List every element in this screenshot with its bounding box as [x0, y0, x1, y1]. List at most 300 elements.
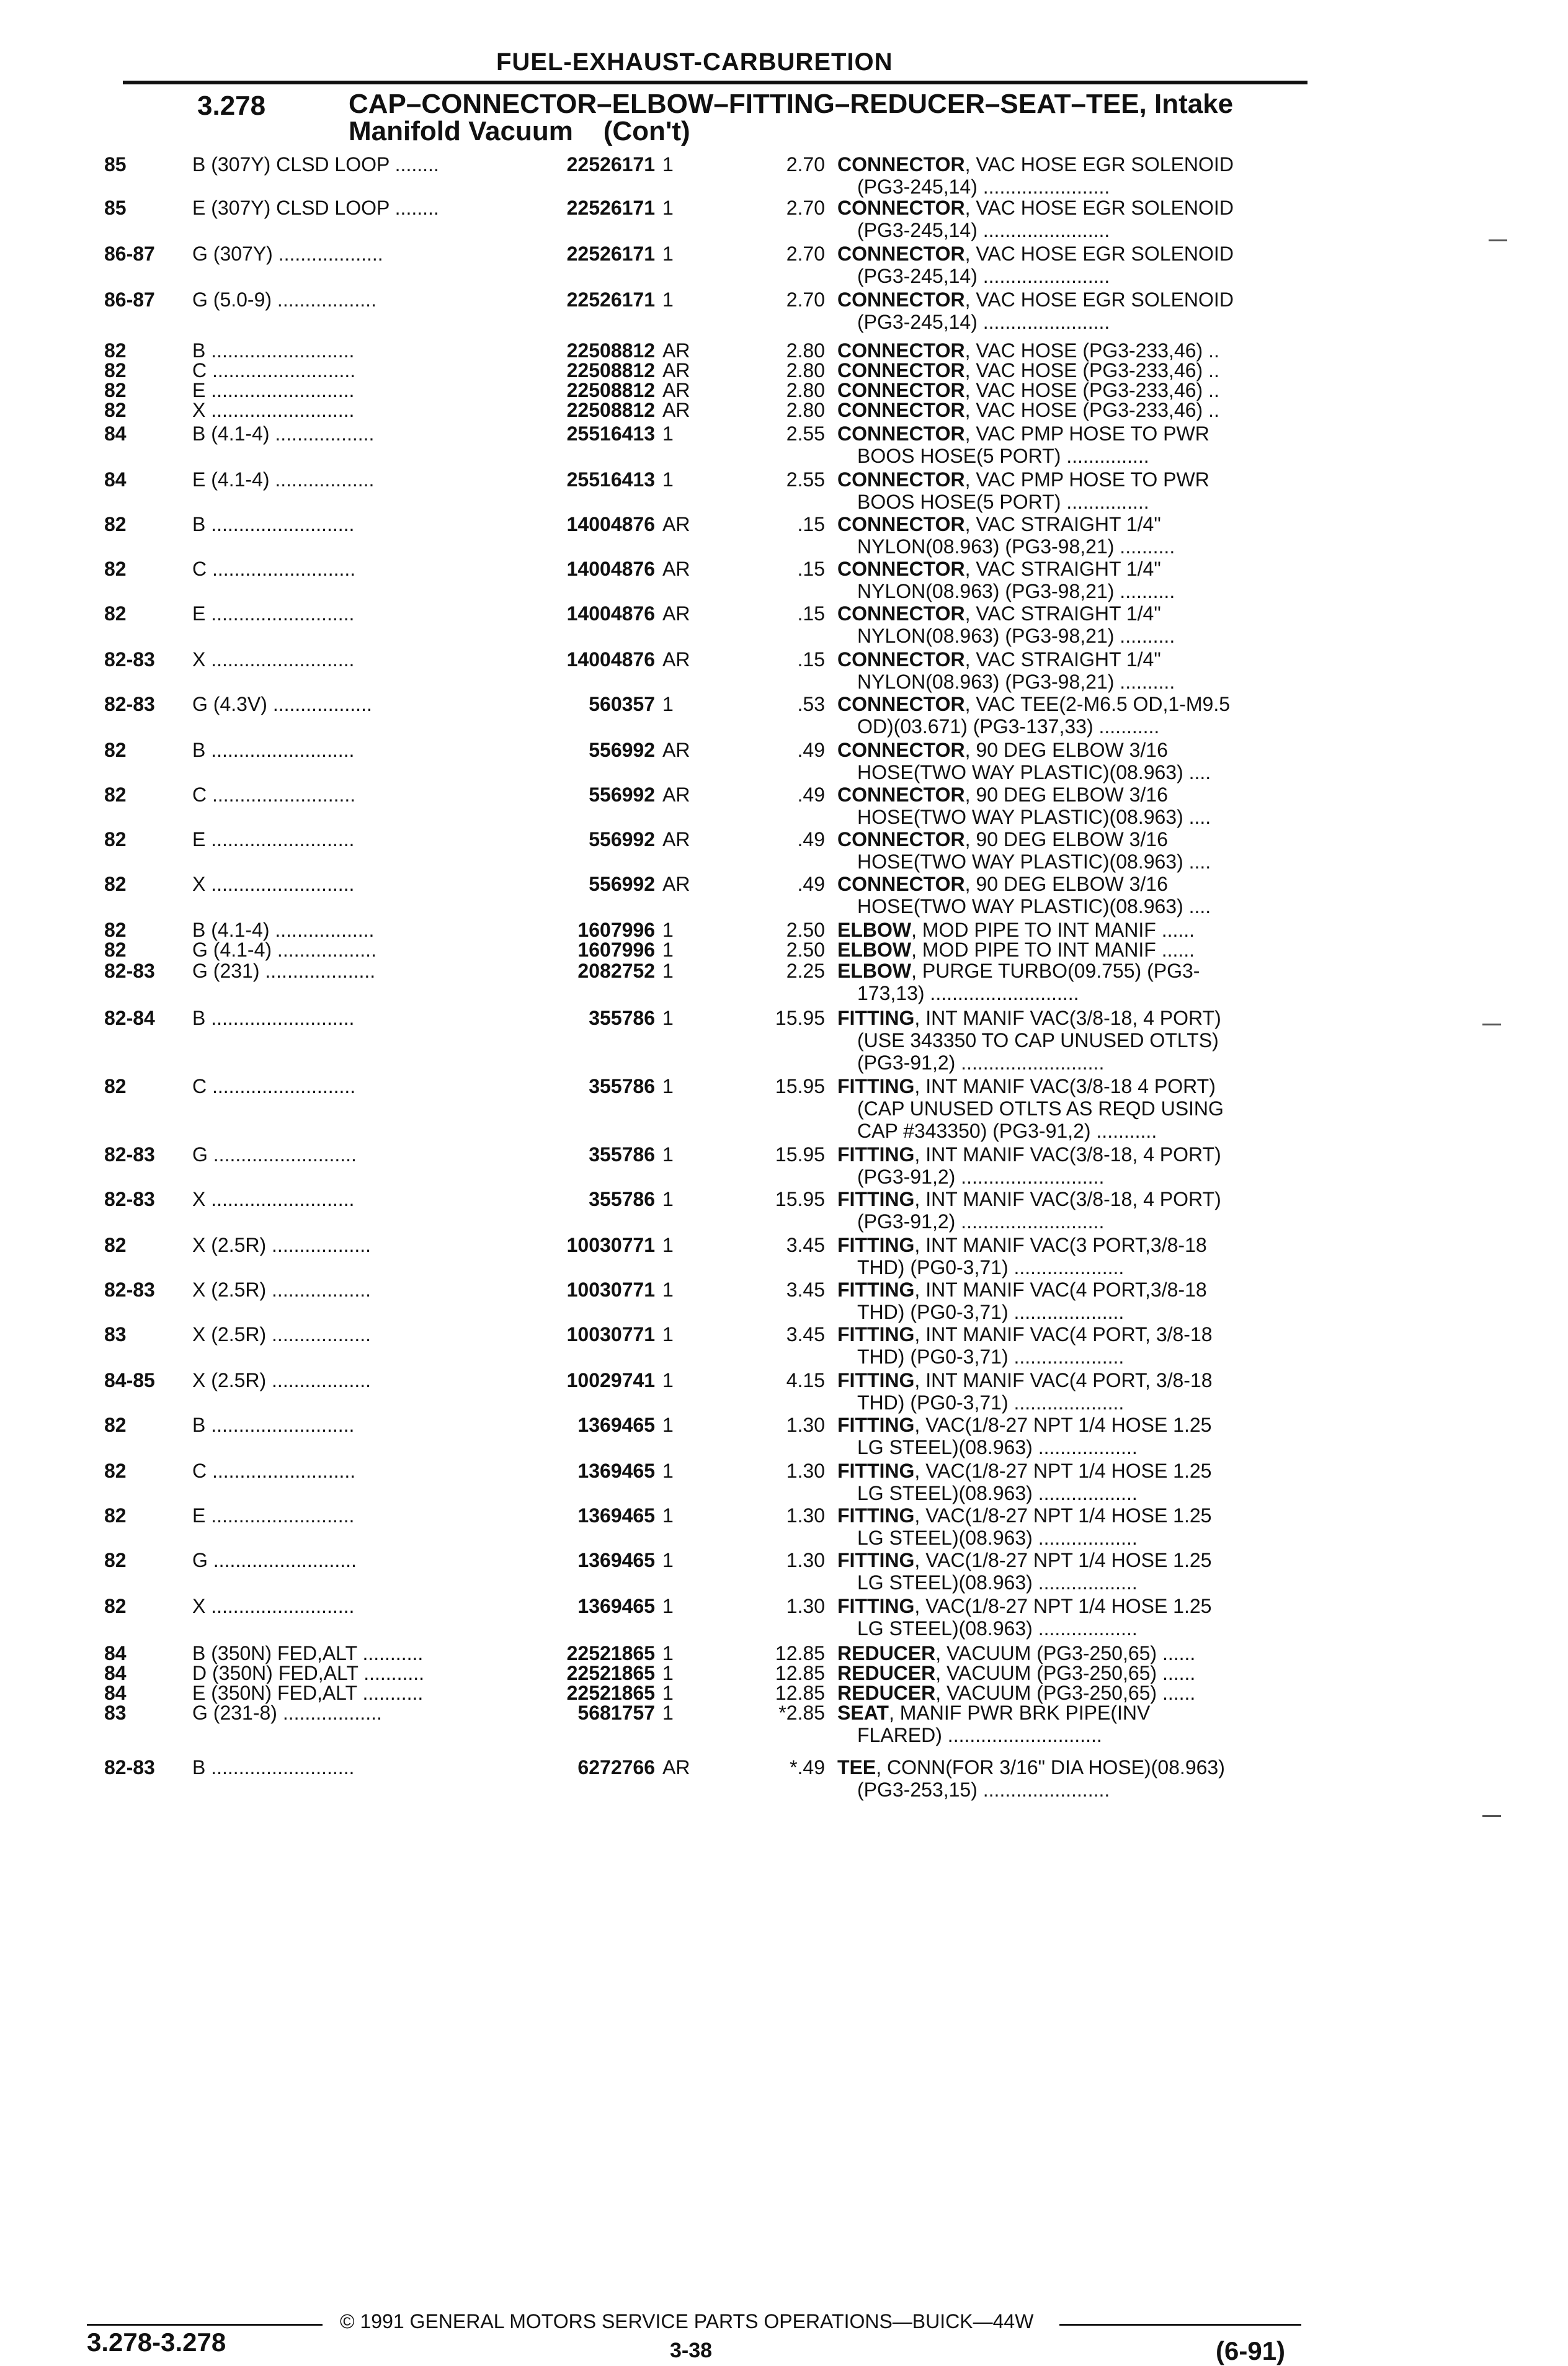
- description-text: , PURGE TURBO(09.755) (PG3-: [911, 960, 1200, 982]
- year-cell: 82-84: [104, 1007, 155, 1029]
- quantity-cell: 1: [662, 243, 674, 265]
- model-cell: X (2.5R) ..................: [192, 1369, 372, 1391]
- price-cell: 15.95: [775, 1075, 825, 1097]
- model-cell: E ..........................: [192, 828, 355, 850]
- quantity-cell: 1: [662, 1414, 674, 1436]
- part-number-cell: 22508812: [566, 379, 655, 401]
- description-text: , INT MANIF VAC(4 PORT, 3/8-18: [914, 1323, 1213, 1346]
- quantity-cell: 1: [662, 153, 674, 176]
- description-continuation: LG STEEL)(08.963) ..................: [857, 1617, 1138, 1640]
- quantity-cell: 1: [662, 919, 674, 941]
- description-cell: [837, 1006, 1221, 1030]
- year-cell: 82: [104, 359, 127, 382]
- description-keyword: REDUCER: [837, 1662, 936, 1684]
- quantity-cell: 1: [662, 1007, 674, 1029]
- description-cell: [837, 648, 1161, 671]
- description-continuation: THD) (PG0-3,71) ....................: [857, 1391, 1125, 1414]
- model-cell: E (4.1-4) ..................: [192, 468, 375, 491]
- year-cell: 82: [104, 739, 127, 761]
- model-cell: E ..........................: [192, 379, 355, 401]
- description-continuation: 173,13) ...........................: [857, 982, 1079, 1004]
- part-number-cell: 14004876: [566, 648, 655, 671]
- description-keyword: CONNECTOR: [837, 197, 965, 219]
- year-cell: 82: [104, 1414, 127, 1436]
- description-cell: [837, 422, 1209, 445]
- model-cell: X ..........................: [192, 1188, 355, 1210]
- description-continuation: BOOS HOSE(5 PORT) ...............: [857, 445, 1149, 467]
- description-keyword: ELBOW: [837, 939, 912, 961]
- quantity-cell: 1: [662, 1143, 674, 1166]
- description-cell: [837, 153, 1234, 176]
- description-keyword: FITTING: [837, 1279, 915, 1301]
- description-cell: [837, 1074, 1216, 1098]
- description-text: , VAC(1/8-27 NPT 1/4 HOSE 1.25: [914, 1595, 1212, 1617]
- description-cell: [837, 1368, 1213, 1392]
- description-text: , MOD PIPE TO INT MANIF ......: [911, 939, 1195, 961]
- year-cell: 84: [104, 1642, 127, 1664]
- year-cell: 82: [104, 1460, 127, 1482]
- price-cell: 15.95: [775, 1007, 825, 1029]
- quantity-cell: 1: [662, 1460, 674, 1482]
- description-continuation: LG STEEL)(08.963) ..................: [857, 1527, 1138, 1549]
- footer-rule-right: [1059, 2324, 1301, 2326]
- price-cell: 2.70: [786, 288, 825, 311]
- description-continuation: (PG3-91,2) ..........................: [857, 1166, 1105, 1188]
- model-cell: B ..........................: [192, 1414, 355, 1436]
- quantity-cell: 1: [662, 1323, 674, 1346]
- part-number-cell: 22508812: [566, 399, 655, 421]
- section-number: 3.278: [197, 91, 266, 121]
- part-number-cell: 22508812: [566, 339, 655, 362]
- description-text: , MOD PIPE TO INT MANIF ......: [911, 919, 1195, 941]
- price-cell: 2.70: [786, 197, 825, 219]
- description-keyword: FITTING: [837, 1007, 915, 1029]
- description-continuation: OD)(03.671) (PG3-137,33) ...........: [857, 715, 1160, 738]
- description-keyword: FITTING: [837, 1414, 915, 1436]
- year-cell: 82: [104, 399, 127, 421]
- description-cell: [837, 398, 1219, 422]
- description-cell: [837, 692, 1230, 716]
- quantity-cell: 1: [662, 1662, 674, 1684]
- description-text: , VAC HOSE (PG3-233,46) ..: [964, 379, 1219, 401]
- price-cell: 2.80: [786, 339, 825, 362]
- part-number-cell: 2082752: [577, 960, 655, 982]
- description-continuation: HOSE(TWO WAY PLASTIC)(08.963) ....: [857, 806, 1211, 828]
- quantity-cell: 1: [662, 288, 674, 311]
- description-keyword: FITTING: [837, 1504, 915, 1527]
- year-cell: 84: [104, 1682, 127, 1704]
- model-cell: G (4.3V) ..................: [192, 693, 372, 715]
- model-cell: E ..........................: [192, 602, 355, 625]
- description-continuation: THD) (PG0-3,71) ....................: [857, 1301, 1125, 1323]
- price-cell: .49: [797, 828, 825, 850]
- description-continuation: NYLON(08.963) (PG3-98,21) ..........: [857, 625, 1175, 647]
- year-cell: 86-87: [104, 288, 155, 311]
- description-text: , INT MANIF VAC(3/8-18, 4 PORT): [914, 1007, 1221, 1029]
- year-cell: 82: [104, 828, 127, 850]
- part-number-cell: 22526171: [566, 153, 655, 176]
- description-continuation: (PG3-245,14) .......................: [857, 176, 1110, 198]
- description-keyword: CONNECTOR: [837, 873, 965, 895]
- quantity-cell: 1: [662, 1369, 674, 1391]
- year-cell: 82: [104, 1504, 127, 1527]
- part-number-cell: 22526171: [566, 288, 655, 311]
- quantity-cell: AR: [662, 828, 690, 850]
- part-number-cell: 1369465: [577, 1549, 655, 1571]
- description-cell: [837, 828, 1168, 851]
- year-cell: 82: [104, 1075, 127, 1097]
- quantity-cell: AR: [662, 783, 690, 806]
- part-number-cell: 14004876: [566, 558, 655, 580]
- quantity-cell: 1: [662, 939, 674, 961]
- part-number-cell: 22521865: [566, 1662, 655, 1684]
- model-cell: X ..........................: [192, 399, 355, 421]
- model-cell: D (350N) FED,ALT ...........: [192, 1662, 425, 1684]
- model-cell: G (231-8) ..................: [192, 1702, 382, 1724]
- quantity-cell: 1: [662, 468, 674, 491]
- description-cell: [837, 1504, 1211, 1527]
- model-cell: C ..........................: [192, 359, 356, 382]
- year-cell: 82: [104, 602, 127, 625]
- quantity-cell: AR: [662, 648, 690, 671]
- part-number-cell: 10030771: [566, 1234, 655, 1256]
- quantity-cell: AR: [662, 399, 690, 421]
- part-number-cell: 22521865: [566, 1642, 655, 1664]
- part-number-cell: 22526171: [566, 243, 655, 265]
- description-text: , VAC STRAIGHT 1/4": [964, 513, 1161, 535]
- description-text: , INT MANIF VAC(4 PORT,3/8-18: [914, 1279, 1207, 1301]
- description-continuation: (PG3-91,2) ..........................: [857, 1210, 1105, 1233]
- model-cell: G ..........................: [192, 1549, 357, 1571]
- description-keyword: FITTING: [837, 1323, 915, 1346]
- description-continuation: NYLON(08.963) (PG3-98,21) ..........: [857, 671, 1175, 693]
- quantity-cell: 1: [662, 1075, 674, 1097]
- description-keyword: CONNECTOR: [837, 359, 965, 382]
- description-text: , VAC STRAIGHT 1/4": [964, 558, 1161, 580]
- part-number-cell: 14004876: [566, 513, 655, 535]
- description-continuation: NYLON(08.963) (PG3-98,21) ..........: [857, 580, 1175, 602]
- description-keyword: SEAT: [837, 1702, 889, 1724]
- description-text: , INT MANIF VAC(3/8-18 4 PORT): [914, 1075, 1216, 1097]
- price-cell: .15: [797, 513, 825, 535]
- price-cell: 15.95: [775, 1143, 825, 1166]
- price-cell: 3.45: [786, 1234, 825, 1256]
- description-text: , 90 DEG ELBOW 3/16: [964, 739, 1168, 761]
- year-cell: 82: [104, 513, 127, 535]
- price-cell: *2.85: [778, 1702, 825, 1724]
- description-cell: [837, 1459, 1211, 1483]
- description-text: , VAC STRAIGHT 1/4": [964, 648, 1161, 671]
- model-cell: G (307Y) ...................: [192, 243, 383, 265]
- description-continuation: LG STEEL)(08.963) ..................: [857, 1482, 1138, 1504]
- description-text: , VAC(1/8-27 NPT 1/4 HOSE 1.25: [914, 1414, 1212, 1436]
- price-cell: 2.80: [786, 379, 825, 401]
- model-cell: B (350N) FED,ALT ...........: [192, 1642, 424, 1664]
- description-cell: [837, 602, 1161, 625]
- part-number-cell: 355786: [589, 1143, 655, 1166]
- description-cell: [837, 1756, 1225, 1779]
- price-cell: 2.80: [786, 399, 825, 421]
- year-cell: 85: [104, 153, 127, 176]
- price-cell: 15.95: [775, 1188, 825, 1210]
- model-cell: C ..........................: [192, 558, 356, 580]
- description-text: , VACUUM (PG3-250,65) ......: [935, 1642, 1196, 1664]
- description-text: , VAC HOSE EGR SOLENOID: [964, 197, 1234, 219]
- model-cell: X (2.5R) ..................: [192, 1234, 372, 1256]
- description-keyword: REDUCER: [837, 1642, 936, 1664]
- description-keyword: FITTING: [837, 1369, 915, 1391]
- description-keyword: CONNECTOR: [837, 288, 965, 311]
- description-continuation: THD) (PG0-3,71) ....................: [857, 1346, 1125, 1368]
- quantity-cell: 1: [662, 422, 674, 445]
- footer-rule-left: [87, 2324, 323, 2326]
- description-keyword: TEE: [837, 1756, 876, 1779]
- description-keyword: CONNECTOR: [837, 828, 965, 850]
- price-cell: 2.70: [786, 153, 825, 176]
- margin-mark: [1482, 1815, 1501, 1817]
- model-cell: X ..........................: [192, 648, 355, 671]
- description-continuation: HOSE(TWO WAY PLASTIC)(08.963) ....: [857, 895, 1211, 917]
- description-keyword: CONNECTOR: [837, 602, 965, 625]
- description-cell: [837, 959, 1200, 983]
- description-text: , VAC STRAIGHT 1/4": [964, 602, 1161, 625]
- year-cell: 82: [104, 783, 127, 806]
- quantity-cell: 1: [662, 1702, 674, 1724]
- year-cell: 82-83: [104, 960, 155, 982]
- description-text: , VAC(1/8-27 NPT 1/4 HOSE 1.25: [914, 1549, 1212, 1571]
- part-number-cell: 10030771: [566, 1323, 655, 1346]
- description-text: , VAC HOSE EGR SOLENOID: [964, 153, 1234, 176]
- description-text: , VAC(1/8-27 NPT 1/4 HOSE 1.25: [914, 1504, 1212, 1527]
- model-cell: C ..........................: [192, 1075, 356, 1097]
- year-cell: 84: [104, 468, 127, 491]
- description-continuation: THD) (PG0-3,71) ....................: [857, 1256, 1125, 1279]
- year-cell: 82: [104, 1234, 127, 1256]
- description-continuation: LG STEEL)(08.963) ..................: [857, 1436, 1138, 1458]
- description-keyword: CONNECTOR: [837, 379, 965, 401]
- year-cell: 82-83: [104, 1279, 155, 1301]
- description-text: , VAC(1/8-27 NPT 1/4 HOSE 1.25: [914, 1460, 1212, 1482]
- model-cell: X (2.5R) ..................: [192, 1279, 372, 1301]
- description-keyword: CONNECTOR: [837, 739, 965, 761]
- price-cell: .15: [797, 602, 825, 625]
- price-cell: 1.30: [786, 1595, 825, 1617]
- part-number-cell: 5681757: [577, 1702, 655, 1724]
- model-cell: E ..........................: [192, 1504, 355, 1527]
- year-cell: 82: [104, 873, 127, 895]
- model-cell: G (5.0-9) ..................: [192, 288, 376, 311]
- part-number-cell: 25516413: [566, 422, 655, 445]
- part-number-cell: 560357: [589, 693, 655, 715]
- description-cell: [837, 468, 1209, 491]
- footer-date: (6-91): [1216, 2336, 1286, 2365]
- description-keyword: FITTING: [837, 1595, 915, 1617]
- year-cell: 82-83: [104, 648, 155, 671]
- footer-page-number: 3-38: [670, 2339, 713, 2362]
- description-cell: [837, 738, 1168, 762]
- part-number-cell: 1369465: [577, 1504, 655, 1527]
- description-cell: [837, 1233, 1207, 1257]
- price-cell: .49: [797, 783, 825, 806]
- year-cell: 82: [104, 919, 127, 941]
- price-cell: 12.85: [775, 1662, 825, 1684]
- year-cell: 82-83: [104, 693, 155, 715]
- margin-mark: [1489, 239, 1507, 241]
- model-cell: B ..........................: [192, 513, 355, 535]
- price-cell: .49: [797, 739, 825, 761]
- description-continuation: (PG3-91,2) ..........................: [857, 1051, 1105, 1074]
- price-cell: 1.30: [786, 1460, 825, 1482]
- year-cell: 82-83: [104, 1143, 155, 1166]
- quantity-cell: AR: [662, 379, 690, 401]
- model-cell: G (4.1-4) ..................: [192, 939, 376, 961]
- description-keyword: CONNECTOR: [837, 558, 965, 580]
- quantity-cell: 1: [662, 197, 674, 219]
- description-text: , VAC HOSE (PG3-233,46) ..: [964, 359, 1219, 382]
- price-cell: .15: [797, 558, 825, 580]
- quantity-cell: AR: [662, 558, 690, 580]
- part-number-cell: 22526171: [566, 197, 655, 219]
- description-cell: [837, 1278, 1207, 1301]
- quantity-cell: 1: [662, 1279, 674, 1301]
- description-keyword: CONNECTOR: [837, 513, 965, 535]
- price-cell: 1.30: [786, 1414, 825, 1436]
- description-continuation: (PG3-253,15) .......................: [857, 1779, 1110, 1801]
- quantity-cell: 1: [662, 1642, 674, 1664]
- price-cell: 12.85: [775, 1642, 825, 1664]
- quantity-cell: AR: [662, 513, 690, 535]
- model-cell: E (350N) FED,ALT ...........: [192, 1682, 424, 1704]
- model-cell: B ..........................: [192, 739, 355, 761]
- description-continuation: HOSE(TWO WAY PLASTIC)(08.963) ....: [857, 850, 1211, 873]
- quantity-cell: AR: [662, 873, 690, 895]
- description-continuation: FLARED) ............................: [857, 1724, 1102, 1746]
- description-text: , CONN(FOR 3/16" DIA HOSE)(08.963): [876, 1756, 1225, 1779]
- description-cell: [837, 1323, 1213, 1346]
- description-continuation: (CAP UNUSED OTLTS AS REQD USING: [857, 1097, 1224, 1120]
- part-number-cell: 1607996: [577, 919, 655, 941]
- quantity-cell: 1: [662, 1682, 674, 1704]
- model-cell: C ..........................: [192, 783, 356, 806]
- section-title-line1: CAP–CONNECTOR–ELBOW–FITTING–REDUCER–SEAT–TEE, Intake: [349, 89, 1234, 119]
- year-cell: 82-83: [104, 1756, 155, 1779]
- price-cell: .53: [797, 693, 825, 715]
- description-keyword: CONNECTOR: [837, 153, 965, 176]
- description-cell: [837, 512, 1161, 536]
- part-number-cell: 1369465: [577, 1414, 655, 1436]
- part-number-cell: 355786: [589, 1075, 655, 1097]
- price-cell: 2.25: [786, 960, 825, 982]
- quantity-cell: 1: [662, 1595, 674, 1617]
- description-continuation: LG STEEL)(08.963) ..................: [857, 1571, 1138, 1594]
- description-cell: [837, 1548, 1211, 1572]
- year-cell: 83: [104, 1702, 127, 1724]
- quantity-cell: 1: [662, 1234, 674, 1256]
- description-cell: [837, 557, 1161, 581]
- part-number-cell: 1607996: [577, 939, 655, 961]
- year-cell: 82: [104, 1549, 127, 1571]
- quantity-cell: 1: [662, 1504, 674, 1527]
- description-text: , VAC HOSE EGR SOLENOID: [964, 243, 1234, 265]
- quantity-cell: AR: [662, 739, 690, 761]
- model-cell: B ..........................: [192, 339, 355, 362]
- model-cell: B ..........................: [192, 1756, 355, 1779]
- part-number-cell: 22521865: [566, 1682, 655, 1704]
- quantity-cell: AR: [662, 359, 690, 382]
- margin-mark: [1482, 1024, 1501, 1025]
- description-text: , VACUUM (PG3-250,65) ......: [935, 1662, 1196, 1684]
- model-cell: B (307Y) CLSD LOOP ........: [192, 153, 439, 176]
- model-cell: X ..........................: [192, 1595, 355, 1617]
- description-cell: [837, 783, 1168, 806]
- description-keyword: FITTING: [837, 1143, 915, 1166]
- description-text: , 90 DEG ELBOW 3/16: [964, 873, 1168, 895]
- part-number-cell: 556992: [589, 739, 655, 761]
- price-cell: 3.45: [786, 1323, 825, 1346]
- model-cell: G (231) ....................: [192, 960, 376, 982]
- description-continuation: CAP #343350) (PG3-91,2) ...........: [857, 1120, 1157, 1142]
- description-cell: [837, 242, 1234, 266]
- description-keyword: CONNECTOR: [837, 339, 965, 362]
- description-continuation: (PG3-245,14) .......................: [857, 219, 1110, 241]
- model-cell: X (2.5R) ..................: [192, 1323, 372, 1346]
- price-cell: 4.15: [786, 1369, 825, 1391]
- price-cell: 2.50: [786, 939, 825, 961]
- year-cell: 82: [104, 1595, 127, 1617]
- description-text: , 90 DEG ELBOW 3/16: [964, 828, 1168, 850]
- description-continuation: (USE 343350 TO CAP UNUSED OTLTS): [857, 1029, 1219, 1051]
- description-cell: [837, 1187, 1221, 1211]
- description-cell: [837, 1701, 1150, 1725]
- model-cell: G ..........................: [192, 1143, 357, 1166]
- part-number-cell: 556992: [589, 873, 655, 895]
- part-number-cell: 1369465: [577, 1595, 655, 1617]
- description-continuation: HOSE(TWO WAY PLASTIC)(08.963) ....: [857, 761, 1211, 783]
- price-cell: 2.55: [786, 422, 825, 445]
- description-cell: [837, 1143, 1221, 1166]
- description-text: , VACUUM (PG3-250,65) ......: [935, 1682, 1196, 1704]
- quantity-cell: 1: [662, 1188, 674, 1210]
- year-cell: 86-87: [104, 243, 155, 265]
- description-continuation: BOOS HOSE(5 PORT) ...............: [857, 491, 1149, 513]
- description-text: , INT MANIF VAC(3 PORT,3/8-18: [914, 1234, 1207, 1256]
- price-cell: 3.45: [786, 1279, 825, 1301]
- description-text: , INT MANIF VAC(3/8-18, 4 PORT): [914, 1188, 1221, 1210]
- description-keyword: FITTING: [837, 1075, 915, 1097]
- year-cell: 82: [104, 939, 127, 961]
- description-keyword: ELBOW: [837, 960, 912, 982]
- year-cell: 84: [104, 1662, 127, 1684]
- price-cell: .15: [797, 648, 825, 671]
- description-text: , VAC PMP HOSE TO PWR: [964, 422, 1209, 445]
- part-number-cell: 1369465: [577, 1460, 655, 1482]
- part-number-cell: 10029741: [566, 1369, 655, 1391]
- part-number-cell: 355786: [589, 1188, 655, 1210]
- year-cell: 82: [104, 339, 127, 362]
- description-keyword: CONNECTOR: [837, 783, 965, 806]
- year-cell: 82: [104, 379, 127, 401]
- quantity-cell: 1: [662, 693, 674, 715]
- description-text: , VAC PMP HOSE TO PWR: [964, 468, 1209, 491]
- year-cell: 85: [104, 197, 127, 219]
- description-continuation: (PG3-245,14) .......................: [857, 311, 1110, 333]
- price-cell: 2.50: [786, 919, 825, 941]
- description-keyword: CONNECTOR: [837, 468, 965, 491]
- model-cell: B (4.1-4) ..................: [192, 919, 375, 941]
- description-keyword: CONNECTOR: [837, 693, 965, 715]
- price-cell: 12.85: [775, 1682, 825, 1704]
- model-cell: C ..........................: [192, 1460, 356, 1482]
